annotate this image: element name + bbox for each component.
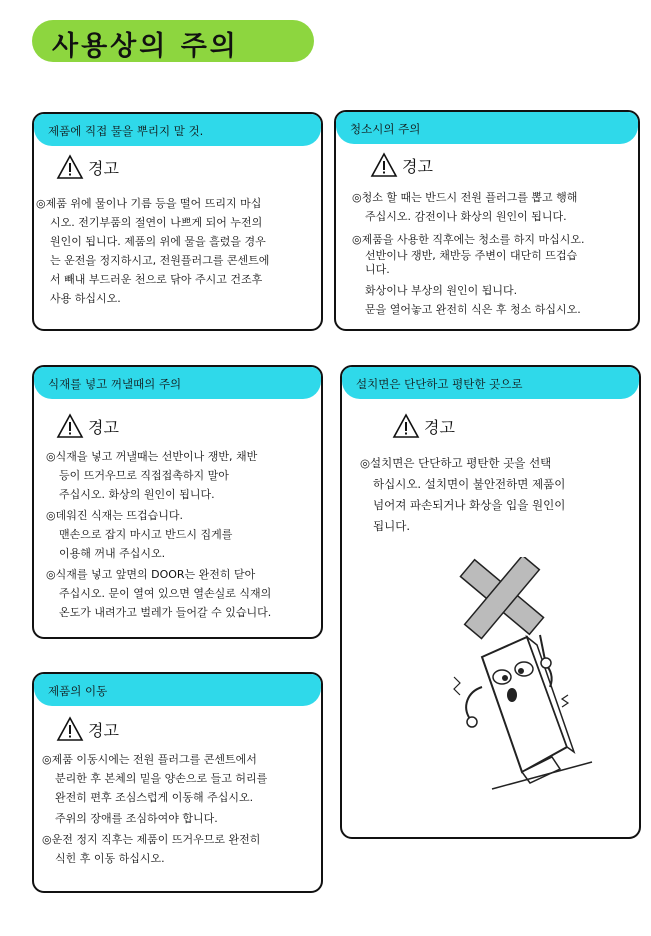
caution-box-moving bbox=[32, 672, 323, 893]
page-title: 사용상의 주의 bbox=[52, 31, 239, 62]
tipping-appliance-illustration bbox=[432, 557, 602, 807]
body-line: ◎데워진 식재는 뜨겁습니다. bbox=[46, 509, 183, 522]
body-line: 주위의 장애를 조심하여야 합니다. bbox=[55, 812, 218, 825]
box-header bbox=[34, 114, 321, 146]
body-line: ◎청소 할 때는 반드시 전원 플러그를 뽑고 행해 bbox=[352, 191, 578, 204]
warning-triangle-icon bbox=[392, 413, 420, 439]
body-line: 됩니다. bbox=[373, 519, 410, 533]
body-line: 주십시오. 문이 열여 있으면 열손실로 식재의 bbox=[59, 587, 272, 600]
body-line: 식힌 후 이동 하십시오. bbox=[55, 852, 165, 865]
body-line: 등이 뜨거우므로 직접접촉하지 말아 bbox=[59, 469, 229, 482]
body-line: ◎식재를 넣고 앞면의 DOOR는 완전히 닫아 bbox=[46, 568, 256, 581]
body-line: ◎식재을 넣고 꺼낼때는 선반이나 쟁반, 채반 bbox=[46, 450, 258, 463]
box-body bbox=[352, 188, 584, 319]
caution-box-water bbox=[32, 112, 323, 331]
caution-box-food-handling bbox=[32, 365, 323, 639]
box-header bbox=[34, 674, 321, 706]
body-line: 넘어져 파손되거나 화상을 입을 원인이 bbox=[373, 498, 566, 512]
box-header-label: 제품에 직접 물을 뿌리지 말 것. bbox=[48, 124, 204, 138]
body-line: 니다. bbox=[365, 263, 390, 276]
warning-triangle-icon bbox=[56, 413, 84, 439]
body-line: ◎제품 위에 물이나 기름 등을 떨어 뜨리지 마십 bbox=[36, 197, 262, 210]
warning-heading bbox=[370, 152, 433, 178]
body-line: 주십시오. 감전이나 화상의 원인이 됩니다. bbox=[365, 210, 567, 223]
body-line: 주십시오. 화상의 원인이 됩니다. bbox=[59, 488, 215, 501]
warning-label: 경고 bbox=[88, 720, 119, 740]
body-line: 이용해 꺼내 주십시오. bbox=[59, 547, 166, 560]
caution-box-cleaning bbox=[334, 110, 640, 331]
body-line: 시오. 전기부품의 절연이 나쁘게 되어 누전의 bbox=[50, 216, 263, 229]
warning-label: 경고 bbox=[424, 417, 455, 437]
warning-triangle-icon bbox=[56, 716, 84, 742]
body-line: 온도가 내려가고 벌레가 들어갈 수 있습니다. bbox=[59, 606, 272, 619]
warning-heading bbox=[56, 413, 119, 439]
box-header bbox=[34, 367, 321, 399]
warning-triangle-icon bbox=[56, 154, 84, 180]
body-line: 화상이나 부상의 원인이 됩니다. bbox=[365, 284, 518, 297]
body-line: ◎운전 정지 직후는 제품이 뜨거우므로 완전히 bbox=[42, 833, 261, 846]
body-line: 문을 열어놓고 완전히 식은 후 청소 하십시오. bbox=[365, 303, 581, 316]
body-line: 분리한 후 본체의 밑을 양손으로 들고 허리를 bbox=[55, 772, 268, 785]
body-line: ◎제품 이동시에는 전원 플러그를 콘센트에서 bbox=[42, 753, 257, 766]
body-line: 완전히 편후 조심스럽게 이동해 주십시오. bbox=[55, 791, 254, 804]
warning-heading bbox=[56, 154, 119, 180]
body-line: 원인이 됩니다. 제품의 위에 물을 흘렸을 경우 bbox=[50, 235, 266, 248]
x-mark-icon bbox=[439, 557, 566, 660]
box-header-label: 제품의 이동 bbox=[48, 684, 108, 698]
warning-triangle-icon bbox=[370, 152, 398, 178]
box-body bbox=[42, 750, 267, 868]
warning-label: 경고 bbox=[88, 417, 119, 437]
body-line: 는 운전을 정지하시고, 전원플러그를 콘센트에 bbox=[50, 254, 270, 267]
box-header-label: 설치면은 단단하고 평탄한 곳으로 bbox=[356, 377, 523, 391]
box-body bbox=[360, 453, 565, 537]
body-line: 하십시오. 설치면이 불안전하면 제품이 bbox=[373, 477, 566, 491]
body-line: 사용 하십시오. bbox=[50, 292, 121, 305]
box-body bbox=[46, 447, 271, 622]
body-line: ◎제품을 사용한 직후에는 청소를 하지 마십시오. bbox=[352, 233, 585, 246]
box-header-label: 청소시의 주의 bbox=[350, 122, 421, 136]
caution-box-installation bbox=[340, 365, 641, 839]
box-body bbox=[36, 194, 269, 308]
body-line: 선반이나 쟁반, 채반등 주변이 대단히 뜨겁습 bbox=[365, 249, 578, 262]
body-line: ◎설치면은 단단하고 평탄한 곳을 선택 bbox=[360, 456, 552, 470]
box-header bbox=[342, 367, 639, 399]
box-header-label: 식재를 넣고 꺼낼때의 주의 bbox=[48, 377, 182, 391]
body-line: 서 빼내 부드러운 천으로 닦아 주시고 건조후 bbox=[50, 273, 263, 286]
warning-heading bbox=[56, 716, 119, 742]
warning-heading bbox=[392, 413, 455, 439]
warning-label: 경고 bbox=[88, 158, 119, 178]
body-line: 맨손으로 잡지 마시고 반드시 집게를 bbox=[59, 528, 233, 541]
warning-label: 경고 bbox=[402, 156, 433, 176]
page-title-banner bbox=[32, 20, 314, 62]
box-header bbox=[336, 112, 638, 144]
